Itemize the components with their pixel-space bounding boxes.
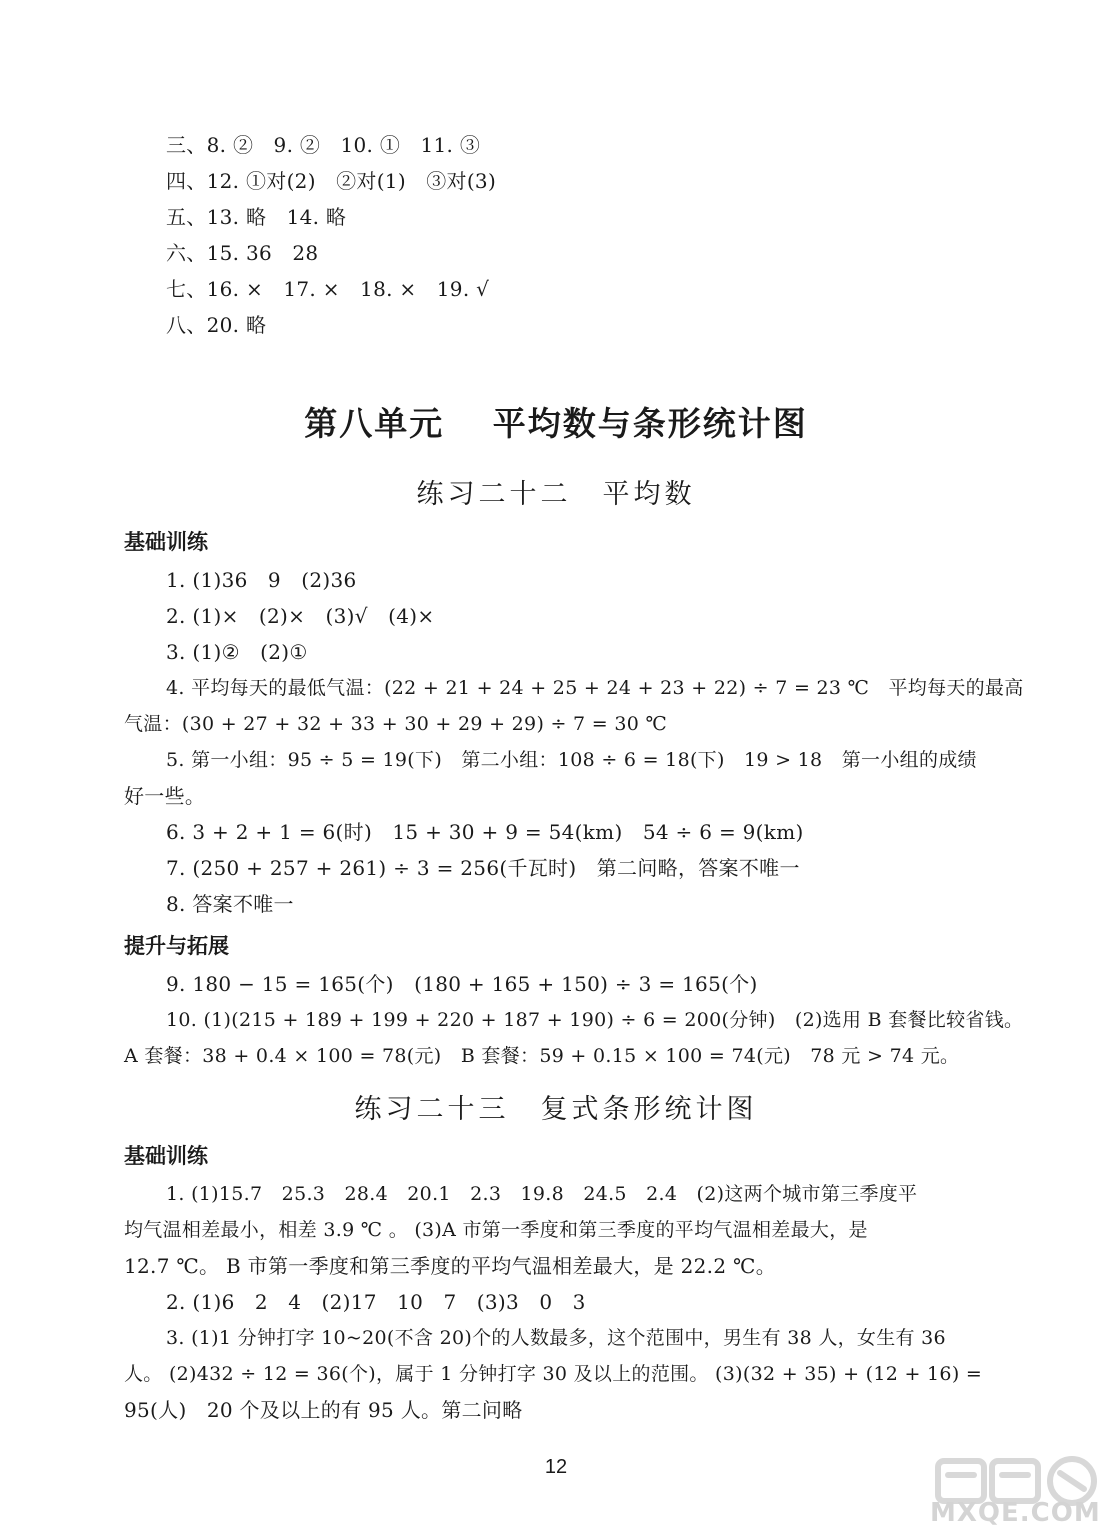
answer-line-1 xyxy=(166,131,480,159)
ex22-ext-line-1: 9. 180 − 15 = 165(个) (180 + 165 + 150) ÷ 3 = 165(个) xyxy=(166,972,758,996)
answer-content: 8. ② 9. ② 10. ① 11. ③ xyxy=(206,133,481,157)
answer-content: 15. 36 28 xyxy=(206,241,319,265)
section-basic-training: 基础训练 xyxy=(124,530,208,554)
ex22-line-2: 2. (1)× (2)× (3)√ (4)× xyxy=(166,604,435,628)
ex23-line-5: 3. (1)1 分钟打字 10~20(不含 20)个的人数最多，这个范围中，男生有 38 人，女生有 36 xyxy=(166,1327,946,1349)
answer-content: 13. 略 14. 略 xyxy=(206,205,347,229)
ex22-line-9: 7. (250 + 257 + 261) ÷ 3 = 256(千瓦时) 第二问略，答案不唯一 xyxy=(166,856,800,880)
ex22-line-6: 5. 第一小组：95 ÷ 5 = 19(下) 第二小组：108 ÷ 6 = 18(下) 19 > 18 第一小组的成绩 xyxy=(166,749,977,771)
exercise-23-title: 练习二十三 复式条形统计图 xyxy=(354,1094,758,1125)
ex22-ext-line-3: A 套餐：38 + 0.4 × 100 = 78(元) B 套餐：59 + 0.15 × 100 = 74(元) 78 元 > 74 元。 xyxy=(124,1045,960,1067)
ex22-line-7: 好一些。 xyxy=(124,784,206,808)
answer-prefix: 八、 xyxy=(166,313,207,337)
ex23-line-7: 95(人) 20 个及以上的有 95 人。第二问略 xyxy=(124,1398,523,1422)
ex22-line-3: 3. (1)② (2)① xyxy=(166,640,308,664)
answer-content: 16. × 17. × 18. × 19. √ xyxy=(206,277,490,301)
ex23-line-6: 人。 (2)432 ÷ 12 = 36(个)，属于 1 分钟打字 30 及以上的范围。 (3)(32 + 35) + (12 + 16) = xyxy=(124,1363,983,1385)
answer-prefix: 六、 xyxy=(166,241,207,265)
answer-prefix: 七、 xyxy=(166,277,207,301)
answer-line-4 xyxy=(166,239,318,267)
ex22-line-10: 8. 答案不唯一 xyxy=(166,892,294,916)
answer-line-2 xyxy=(166,167,496,195)
unit-title: 第八单元 平均数与条形统计图 xyxy=(304,404,808,443)
ex22-line-5: 气温：(30 + 27 + 32 + 33 + 30 + 29 + 29) ÷ 7 = 30 ℃ xyxy=(124,713,668,735)
answer-prefix: 五、 xyxy=(166,205,207,229)
answer-prefix: 四、 xyxy=(166,169,207,193)
ex23-line-2: 均气温相差最小，相差 3.9 ℃ 。 (3)A 市第一季度和第三季度的平均气温相差最大，是 xyxy=(124,1219,868,1241)
ex22-line-1: 1. (1)36 9 (2)36 xyxy=(166,568,357,592)
answer-content: 20. 略 xyxy=(206,313,267,337)
answer-line-6 xyxy=(166,311,266,339)
watermark-text: MXQE.COM xyxy=(930,1498,1101,1528)
ex23-line-4: 2. (1)6 2 4 (2)17 10 7 (3)3 0 3 xyxy=(166,1290,586,1314)
ex23-line-1: 1. (1)15.7 25.3 28.4 20.1 2.3 19.8 24.5 2.4 (2)这两个城市第三季度平 xyxy=(166,1183,918,1205)
answer-line-5 xyxy=(166,275,489,303)
answer-content: 12. ①对(2) ②对(1) ③对(3) xyxy=(206,169,497,193)
section-extension: 提升与拓展 xyxy=(124,934,229,958)
answer-line-3 xyxy=(166,203,346,231)
ex23-line-3: 12.7 ℃。 B 市第一季度和第三季度的平均气温相差最大，是 22.2 ℃。 xyxy=(124,1254,776,1278)
ex22-line-8: 6. 3 + 2 + 1 = 6(时) 15 + 30 + 9 = 54(km) 54 ÷ 6 = 9(km) xyxy=(166,820,804,844)
section-basic-training-2: 基础训练 xyxy=(124,1144,208,1168)
ex22-ext-line-2: 10. (1)(215 + 189 + 199 + 220 + 187 + 190) ÷ 6 = 200(分钟) (2)选用 B 套餐比较省钱。 xyxy=(166,1009,1024,1031)
answer-prefix: 三、 xyxy=(166,133,207,157)
page-number: 12 xyxy=(544,1456,568,1478)
ex22-line-4: 4. 平均每天的最低气温：(22 + 21 + 24 + 25 + 24 + 23 + 22) ÷ 7 = 23 ℃ 平均每天的最高 xyxy=(166,677,1024,699)
exercise-22-title: 练习二十二 平均数 xyxy=(416,479,696,510)
